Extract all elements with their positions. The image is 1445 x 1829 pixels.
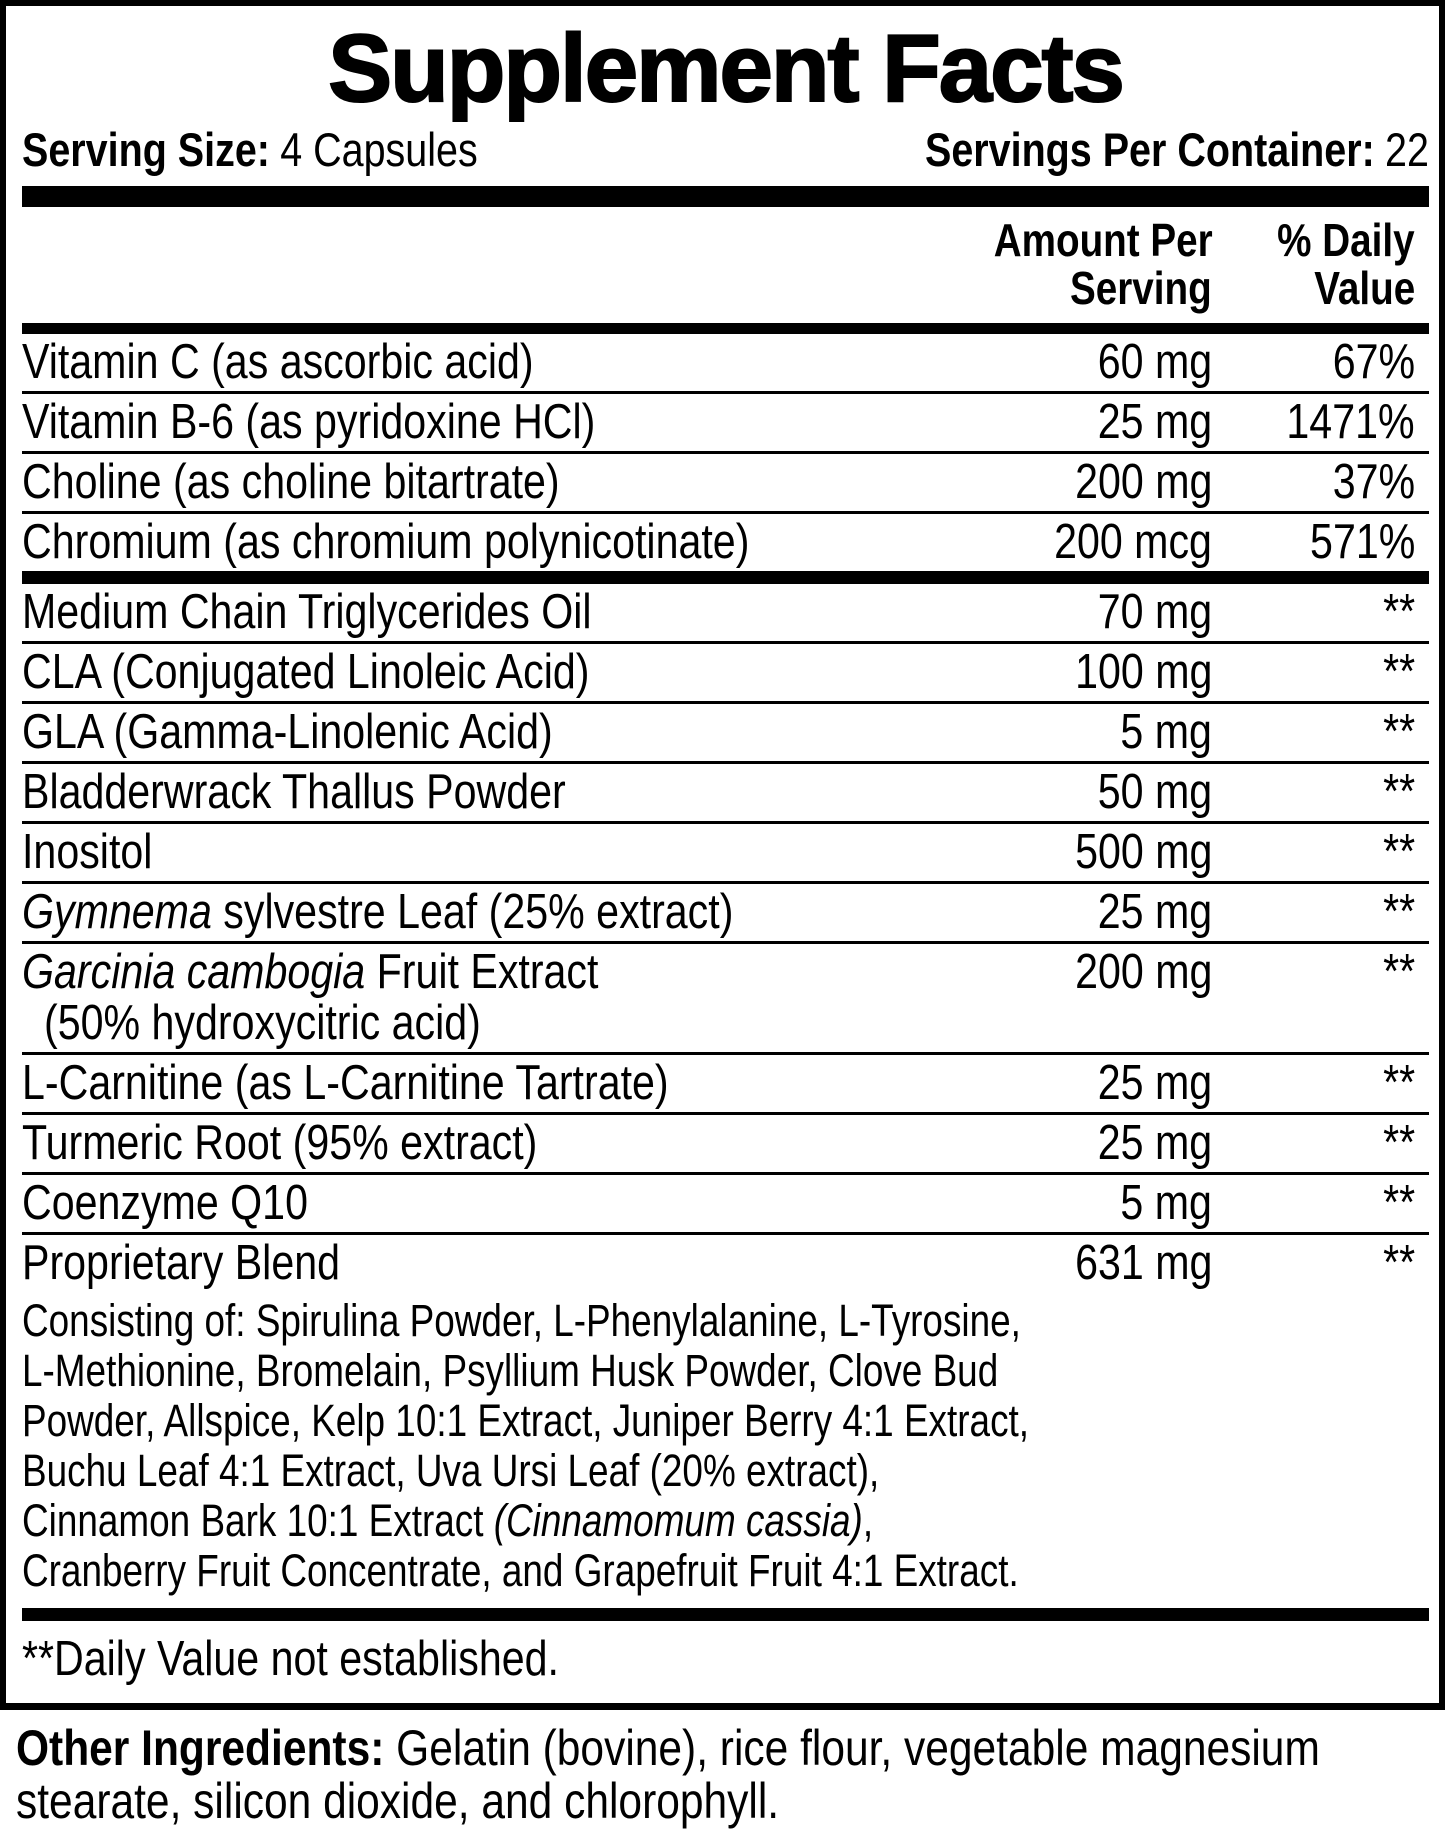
ingredient-daily-value (1212, 767, 1429, 818)
ingredient-daily-value (1212, 647, 1429, 698)
ingredient-name (22, 337, 952, 388)
text-segments: Cranberry Fruit Concentrate, and Grapefruit Fruit 4:1 Extract. (22, 1545, 1019, 1597)
ingredient-daily-value (1212, 1118, 1429, 1169)
text-segments: 25 mg (1097, 395, 1212, 450)
ingredient-amount (952, 337, 1212, 388)
table-row (22, 584, 1429, 644)
ingredient-table (22, 334, 1429, 1292)
serving-info-row (22, 124, 1429, 177)
text-segments: ** (1382, 645, 1415, 700)
ingredient-amount (952, 457, 1212, 508)
text-segments: Other Ingredients: Gelatin (bovine), rice flour, vegetable magnesium (16, 1720, 1320, 1777)
text-segments: CLA (Conjugated Linoleic Acid) (22, 645, 590, 700)
ingredient-amount (952, 767, 1212, 818)
text-segments: 5 mg (1120, 705, 1212, 760)
table-row (22, 1055, 1429, 1115)
ingredient-name (22, 1238, 952, 1289)
table-row (22, 764, 1429, 824)
ingredient-amount (952, 947, 1212, 998)
text-segments: ** (1382, 1236, 1415, 1291)
text-segments: stearate, silicon dioxide, and chlorophyll. (16, 1773, 780, 1829)
text-segments: Coenzyme Q10 (22, 1176, 308, 1231)
ingredient-amount (952, 707, 1212, 758)
text-segments: (50% hydroxycitric acid) (44, 996, 481, 1051)
text-segments: 200 mcg (1054, 515, 1212, 570)
text-segments: Garcinia cambogia Fruit Extract (22, 945, 599, 1000)
ingredient-amount (952, 397, 1212, 448)
text-segments: Vitamin C (as ascorbic acid) (22, 335, 534, 390)
text-segments: 60 mg (1097, 335, 1212, 390)
ingredient-name (22, 1178, 952, 1229)
medium-rule-header-bottom (22, 323, 1429, 334)
text-segments: L-Carnitine (as L-Carnitine Tartrate) (22, 1056, 669, 1111)
ingredient-daily-value (1212, 1058, 1429, 1109)
table-row (22, 394, 1429, 454)
thick-rule-top (22, 186, 1429, 207)
other-ingredients (16, 1722, 1445, 1828)
text-segments: GLA (Gamma-Linolenic Acid) (22, 705, 553, 760)
ingredient-daily-value (1212, 397, 1429, 448)
ingredient-amount (952, 887, 1212, 938)
text-segments: 67% (1332, 335, 1415, 390)
text-segments: Cinnamon Bark 10:1 Extract (Cinnamomum cassia), (22, 1495, 874, 1547)
text-segments: 70 mg (1097, 585, 1212, 640)
servings-per-container-label: Servings Per Container: (925, 122, 1375, 176)
table-row (22, 884, 1429, 944)
text-segments: 25 mg (1097, 1116, 1212, 1171)
text-segments: ** (1382, 765, 1415, 820)
table-row (22, 454, 1429, 514)
text-segments: ** (1382, 1056, 1415, 1111)
ingredient-daily-value (1212, 1178, 1429, 1229)
thick-rule-section (22, 571, 1429, 584)
text-segments: 200 mg (1074, 455, 1212, 510)
ingredient-amount (952, 587, 1212, 638)
ingredient-name (22, 647, 952, 698)
text-segments: 1471% (1286, 395, 1415, 450)
text-segments: 37% (1332, 455, 1415, 510)
text-segments: ** (1382, 825, 1415, 880)
blend-description-line (22, 1496, 1429, 1546)
ingredient-daily-value (1212, 707, 1429, 758)
ingredient-name (22, 517, 952, 568)
text-segments: L-Methionine, Bromelain, Psyllium Husk Powder, Clove Bud (22, 1345, 999, 1397)
ingredient-daily-value (1212, 517, 1429, 568)
blend-description-line (22, 1546, 1429, 1596)
text-segments: Proprietary Blend (22, 1236, 341, 1291)
amount-header-line2: Serving (1070, 262, 1212, 315)
ingredient-daily-value (1212, 827, 1429, 878)
ingredient-name (22, 707, 952, 758)
text-segments: 25 mg (1097, 885, 1212, 940)
ingredient-name (22, 457, 952, 508)
text-segments: Bladderwrack Thallus Powder (22, 765, 566, 820)
text-segments: 200 mg (1074, 945, 1212, 1000)
text-segments: 571% (1309, 515, 1415, 570)
ingredient-name (22, 827, 952, 878)
text-segments: Powder, Allspice, Kelp 10:1 Extract, Juniper Berry 4:1 Extract, (22, 1395, 1030, 1447)
servings-per-container-value: 22 (1385, 122, 1429, 176)
table-row (22, 644, 1429, 704)
text-segments: Choline (as choline bitartrate) (22, 455, 560, 510)
ingredient-amount (952, 517, 1212, 568)
ingredient-amount (952, 827, 1212, 878)
text-segments: 25 mg (1097, 1056, 1212, 1111)
table-row (22, 514, 1429, 571)
daily-value-footnote (22, 1621, 1429, 1703)
serving-size-value: 4 Capsules (280, 122, 478, 176)
ingredient-amount (952, 647, 1212, 698)
ingredient-name (22, 947, 952, 1049)
daily-value-column-header (1212, 214, 1429, 315)
ingredient-daily-value (1212, 337, 1429, 388)
daily-value-footnote-text: **Daily Value not established. (22, 1632, 559, 1687)
text-segments: ** (1382, 585, 1415, 640)
ingredient-name (22, 767, 952, 818)
text-segments: Buchu Leaf 4:1 Extract, Uva Ursi Leaf (20% extract), (22, 1445, 880, 1497)
column-header-row (22, 207, 1429, 323)
text-segments: 50 mg (1097, 765, 1212, 820)
dv-header-line1: % Daily (1277, 214, 1415, 267)
amount-header-line1: Amount Per (993, 214, 1213, 267)
ingredient-amount (952, 1178, 1212, 1229)
text-segments: Consisting of: Spirulina Powder, L-Phenylalanine, L-Tyrosine, (22, 1295, 1021, 1347)
ingredient-daily-value (1212, 587, 1429, 638)
ingredient-amount (952, 1238, 1212, 1289)
ingredient-daily-value (1212, 1238, 1429, 1289)
dv-header-line2: Value (1314, 262, 1415, 315)
table-row (22, 824, 1429, 884)
text-segments: Turmeric Root (95% extract) (22, 1116, 538, 1171)
blend-description-line (22, 1296, 1429, 1346)
serving-size (22, 124, 478, 177)
table-row (22, 334, 1429, 394)
text-segments: 100 mg (1074, 645, 1212, 700)
amount-column-header (952, 214, 1213, 315)
table-row (22, 1115, 1429, 1175)
proprietary-blend-description (22, 1292, 1429, 1608)
text-segments: Vitamin B-6 (as pyridoxine HCl) (22, 395, 596, 450)
ingredient-name (22, 887, 952, 938)
blend-description-line (22, 1446, 1429, 1496)
ingredient-amount (952, 1058, 1212, 1109)
serving-size-label: Serving Size: (22, 122, 270, 176)
text-segments: ** (1382, 1176, 1415, 1231)
column-header-spacer (22, 216, 952, 312)
ingredient-daily-value (1212, 457, 1429, 508)
page-title: Supplement Facts (328, 15, 1123, 122)
ingredient-daily-value (1212, 947, 1429, 998)
table-row (22, 944, 1429, 1055)
text-segments: ** (1382, 945, 1415, 1000)
text-segments: ** (1382, 705, 1415, 760)
table-row (22, 704, 1429, 764)
ingredient-daily-value (1212, 887, 1429, 938)
table-row (22, 1175, 1429, 1235)
blend-description-line (22, 1346, 1429, 1396)
thick-rule-footnote (22, 1608, 1429, 1621)
text-segments: ** (1382, 885, 1415, 940)
ingredient-amount (952, 1118, 1212, 1169)
text-segments: 631 mg (1074, 1236, 1212, 1291)
text-segments: Gymnema sylvestre Leaf (25% extract) (22, 885, 734, 940)
ingredient-name-line2 (22, 998, 952, 1049)
table-row (22, 1235, 1429, 1292)
blend-description-line (22, 1396, 1429, 1446)
servings-per-container (925, 124, 1429, 177)
ingredient-name (22, 397, 952, 448)
other-ingredients-line (16, 1775, 1445, 1828)
text-segments: Medium Chain Triglycerides Oil (22, 585, 592, 640)
ingredient-name (22, 587, 952, 638)
ingredient-name (22, 1118, 952, 1169)
text-segments: ** (1382, 1116, 1415, 1171)
text-segments: Chromium (as chromium polynicotinate) (22, 515, 750, 570)
text-segments: 5 mg (1120, 1176, 1212, 1231)
text-segments: 500 mg (1074, 825, 1212, 880)
ingredient-name (22, 1058, 952, 1109)
other-ingredients-line (16, 1722, 1445, 1775)
text-segments: Inositol (22, 825, 153, 880)
